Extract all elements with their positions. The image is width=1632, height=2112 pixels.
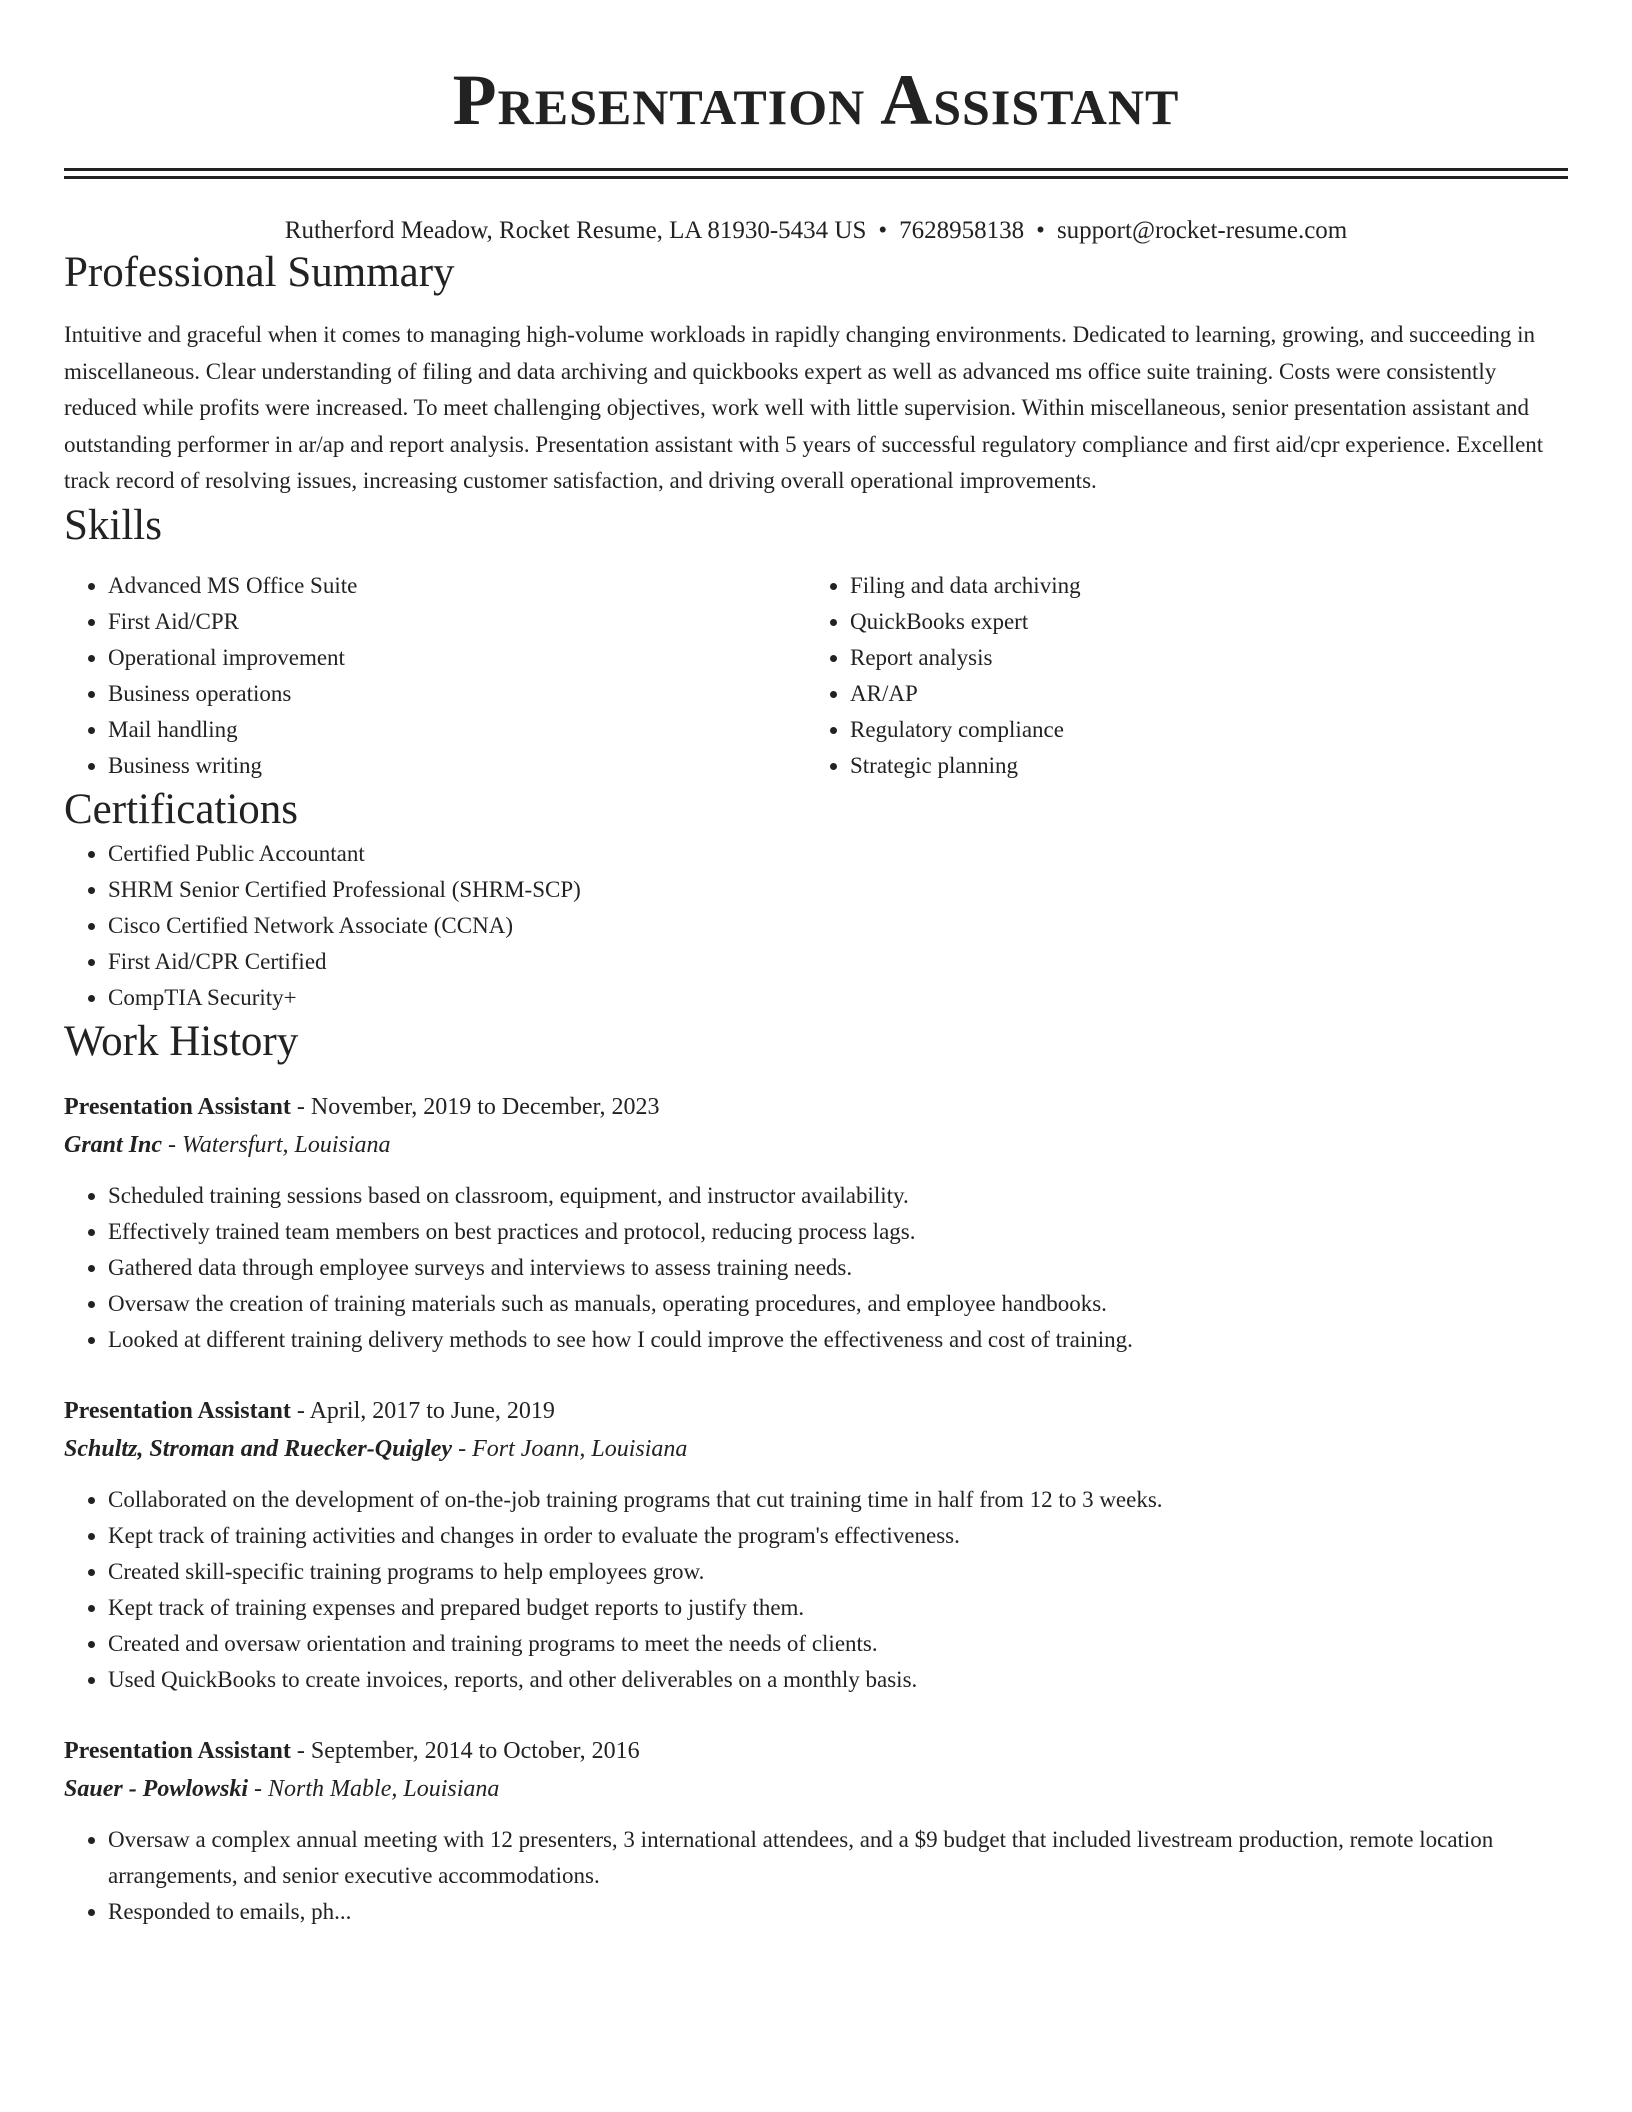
job-role: Presentation Assistant bbox=[64, 1737, 291, 1764]
job-header: Presentation Assistant - November, 2019 to December, 2023 bbox=[64, 1093, 660, 1120]
contact-email: support@rocket-resume.com bbox=[1056, 217, 1348, 244]
contact-address: Rutherford Meadow, Rocket Resume, LA 81930-5434 US bbox=[284, 217, 867, 244]
job-bullet: • Effectively trained team members on best practices and protocol, reducing process lags. bbox=[108, 1214, 1568, 1250]
skill-item: • Strategic planning bbox=[850, 748, 1548, 784]
job-company: Sauer - Powlowski bbox=[64, 1775, 249, 1802]
skills-grid bbox=[64, 568, 1568, 784]
job-header: Presentation Assistant - September, 2014 to October, 2016 bbox=[64, 1737, 640, 1764]
certification-item: • CompTIA Security+ bbox=[108, 980, 1568, 1016]
job-bullet: • Created skill-specific training programs to help employees grow. bbox=[108, 1554, 1568, 1590]
certifications-heading: Certifications bbox=[64, 785, 299, 833]
contact-separator: • bbox=[878, 217, 888, 244]
job-bullet: • Scheduled training sessions based on classroom, equipment, and instructor availability. bbox=[108, 1178, 1568, 1214]
job-company-line: Schultz, Stroman and Ruecker-Quigley - Fort Joann, Louisiana bbox=[64, 1435, 688, 1462]
skills-column-right bbox=[806, 568, 1548, 784]
job-bullet: • Oversaw the creation of training materials such as manuals, operating procedures, and employee handbooks. bbox=[108, 1286, 1568, 1322]
resume-name: Presentation Assistant bbox=[452, 60, 1180, 140]
certification-item: • First Aid/CPR Certified bbox=[108, 944, 1568, 980]
job-role: Presentation Assistant bbox=[64, 1093, 291, 1120]
job-entry bbox=[64, 1732, 1568, 1930]
skill-item: • Mail handling bbox=[108, 712, 806, 748]
job-bullet: • Kept track of training activities and changes in order to evaluate the program's effectiveness. bbox=[108, 1518, 1568, 1554]
header-double-rule bbox=[64, 168, 1568, 179]
skill-item: • First Aid/CPR bbox=[108, 604, 806, 640]
skills-list-left bbox=[64, 568, 806, 784]
job-bullet: • Gathered data through employee surveys and interviews to assess training needs. bbox=[108, 1250, 1568, 1286]
job-bullet: • Collaborated on the development of on-the-job training programs that cut training time in half from 12 to 3 weeks. bbox=[108, 1482, 1568, 1518]
job-dates: April, 2017 to June, 2019 bbox=[309, 1397, 555, 1424]
certification-item: • Cisco Certified Network Associate (CCNA) bbox=[108, 908, 1568, 944]
skills-column-left bbox=[64, 568, 806, 784]
skills-heading: Skills bbox=[64, 501, 162, 549]
summary-heading: Professional Summary bbox=[64, 249, 455, 296]
job-bullet: • Oversaw a complex annual meeting with 12 presenters, 3 international attendees, and a $9 budget that included livestream production, remote location arrangements, and senior executive accommodations. bbox=[108, 1822, 1568, 1894]
summary-text: Intuitive and graceful when it comes to managing high-volume workloads in rapidly changing environments. Dedicated to learning, growing, and succeeding in miscellaneous. Clear understanding of filing and data archiving and quickbooks expert as well as advanced ms office suite training. Costs were consistently reduced while profits were increased. To meet challenging objectives, work well with little supervision. Within miscellaneous, senior presentation assistant and outstanding performer in ar/ap and report analysis. Presentation assistant with 5 years of successful regulatory compliance and first aid/cpr experience. Excellent track record of resolving issues, increasing customer satisfaction, and driving overall operational improvements. bbox=[64, 322, 1544, 493]
skill-item: • Operational improvement bbox=[108, 640, 806, 676]
job-bullet: • Kept track of training expenses and prepared budget reports to justify them. bbox=[108, 1590, 1568, 1626]
job-header: Presentation Assistant - April, 2017 to June, 2019 bbox=[64, 1397, 555, 1424]
skill-item: • Filing and data archiving bbox=[850, 568, 1548, 604]
work-history-heading: Work History bbox=[64, 1017, 299, 1065]
job-dates: September, 2014 to October, 2016 bbox=[310, 1737, 640, 1764]
job-role: Presentation Assistant bbox=[64, 1397, 291, 1424]
job-entry bbox=[64, 1088, 1568, 1358]
job-company-line: Grant Inc - Watersfurt, Louisiana bbox=[64, 1131, 391, 1158]
job-company: Grant Inc bbox=[64, 1131, 163, 1158]
skill-item: • QuickBooks expert bbox=[850, 604, 1548, 640]
skill-item: • Business writing bbox=[108, 748, 806, 784]
contact-phone: 7628958138 bbox=[899, 217, 1025, 244]
skill-item: • Report analysis bbox=[850, 640, 1548, 676]
skills-list-right bbox=[806, 568, 1548, 784]
job-company-line: Sauer - Powlowski - North Mable, Louisiana bbox=[64, 1775, 500, 1802]
contact-separator: • bbox=[1036, 217, 1045, 244]
job-location: Watersfurt, Louisiana bbox=[182, 1131, 391, 1158]
skill-item: • Business operations bbox=[108, 676, 806, 712]
certification-item: • Certified Public Accountant bbox=[108, 836, 1568, 872]
job-bullets bbox=[64, 1178, 1568, 1358]
job-bullet: • Created and oversaw orientation and training programs to meet the needs of clients. bbox=[108, 1626, 1568, 1662]
contact-line bbox=[64, 215, 1568, 247]
job-location: Fort Joann, Louisiana bbox=[472, 1435, 688, 1462]
certifications-list bbox=[64, 836, 1568, 1016]
job-location: North Mable, Louisiana bbox=[268, 1775, 500, 1802]
skill-item: • Regulatory compliance bbox=[850, 712, 1548, 748]
job-bullet: • Responded to emails, ph... bbox=[108, 1894, 1568, 1930]
certification-item: • SHRM Senior Certified Professional (SHRM-SCP) bbox=[108, 872, 1568, 908]
job-dates: November, 2019 to December, 2023 bbox=[310, 1093, 660, 1120]
job-bullet: • Used QuickBooks to create invoices, reports, and other deliverables on a monthly basis. bbox=[108, 1662, 1568, 1698]
skill-item: • AR/AP bbox=[850, 676, 1548, 712]
job-bullets bbox=[64, 1822, 1568, 1930]
job-entry bbox=[64, 1392, 1568, 1698]
skill-item: • Advanced MS Office Suite bbox=[108, 568, 806, 604]
job-bullets bbox=[64, 1482, 1568, 1698]
job-bullet: • Looked at different training delivery methods to see how I could improve the effectiveness and cost of training. bbox=[108, 1322, 1568, 1358]
job-company: Schultz, Stroman and Ruecker-Quigley bbox=[64, 1435, 453, 1462]
